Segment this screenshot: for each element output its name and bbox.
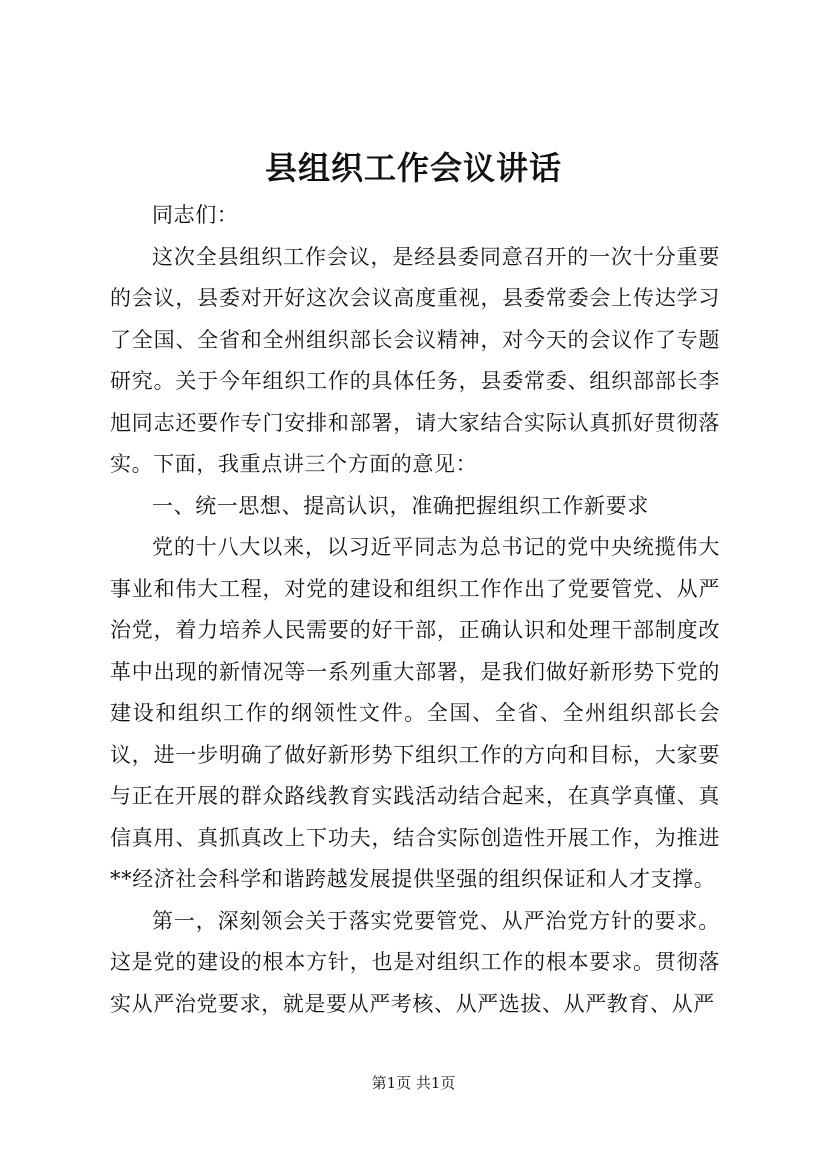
paragraph-intro: 这次全县组织工作会议，是经县委同意召开的一次十分重要的会议，县委对开好这次会议高度重视，县委常委会上传达学习了全国、全省和全州组织部长会议精神，对今天的会议作了专题研究。关于今年组织工作的具体任务，县委常委、组织部部长李旭同志还要作专门安排和部署，请大家结合实际认真抓好贯彻落实。下面，我重点讲三个方面的意见： — [110, 244, 720, 476]
document-title: 县组织工作会议讲话 — [264, 149, 562, 187]
salutation: 同志们： — [152, 203, 239, 227]
document-body — [110, 195, 720, 1025]
section-heading: 一、统一思想、提高认识，准确把握组织工作新要求 — [152, 493, 649, 518]
paragraph-background: 党的十八大以来，以习近平同志为总书记的党中央统揽伟大事业和伟大工程，对党的建设和组织工作作出了党要管党、从严治党，着力培养人民需要的好干部，正确认识和处理干部制度改革中出现的新情况等一系列重大部署，是我们做好新形势下党的建设和组织工作的纲领性文件。全国、全省、全州组织部长会议，进一步明确了做好新形势下组织工作的方向和目标，大家要与正在开展的群众路线教育实践活动结合起来，在真学真懂、真信真用、真抓真改上下功夫，结合实际创造性开展工作，为推进**经济社会科学和谐跨越发展提供坚强的组织保证和人才支撑。 — [110, 535, 720, 891]
page-footer: 第1页 共1页 — [371, 1074, 456, 1092]
paragraph-first-point: 第一，深刻领会关于落实党要管党、从严治党方针的要求。这是党的建设的根本方针，也是对组织工作的根本要求。贯彻落实从严治党要求，就是要从严考核、从严选拔、从严教育、从严 — [110, 908, 720, 1016]
